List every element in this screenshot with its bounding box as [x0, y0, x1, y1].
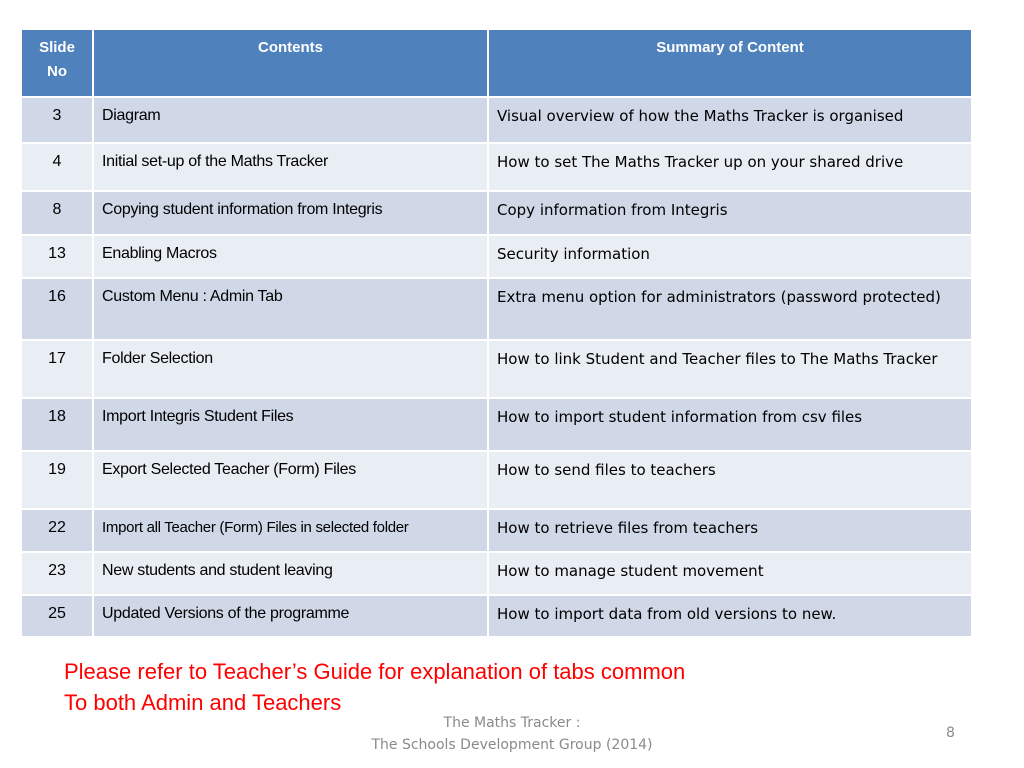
note-line-2: To both Admin and Teachers [64, 690, 342, 715]
table-row [21, 278, 972, 340]
table-row [21, 143, 972, 191]
summary-cell: How to link Student and Teacher files to The Maths Tracker [488, 340, 972, 398]
table-row [21, 451, 972, 509]
footer-line-2: The Schools Development Group (2014) [371, 737, 653, 753]
table-row [21, 235, 972, 278]
summary-cell: How to retrieve files from teachers [488, 509, 972, 552]
slide-number-cell: 3 [21, 97, 93, 143]
summary-cell: How to send files to teachers [488, 451, 972, 509]
table-row [21, 509, 972, 552]
summary-cell: How to manage student movement [488, 552, 972, 595]
note-line-1: Please refer to Teacher’s Guide for explanation of tabs common [64, 659, 686, 684]
contents-cell: Initial set-up of the Maths Tracker [93, 143, 488, 191]
contents-cell: Import all Teacher (Form) Files in selected folder [93, 509, 488, 552]
summary-cell: Extra menu option for administrators (password protected) [488, 278, 972, 340]
slide-number-cell: 16 [21, 278, 93, 340]
header-summary: Summary of Content [488, 29, 972, 97]
contents-cell: Folder Selection [93, 340, 488, 398]
slide-number-cell: 18 [21, 398, 93, 451]
table-row [21, 97, 972, 143]
slide-number-cell: 25 [21, 595, 93, 637]
contents-cell: Diagram [93, 97, 488, 143]
summary-cell: Copy information from Integris [488, 191, 972, 235]
contents-cell: Custom Menu : Admin Tab [93, 278, 488, 340]
footer [312, 712, 712, 756]
table-header-row [21, 29, 972, 97]
slide-number-cell: 22 [21, 509, 93, 552]
table-row [21, 552, 972, 595]
contents-table [20, 28, 973, 638]
summary-cell: Visual overview of how the Maths Tracker is organised [488, 97, 972, 143]
summary-cell: Security information [488, 235, 972, 278]
summary-cell: How to set The Maths Tracker up on your shared drive [488, 143, 972, 191]
footer-line-1: The Maths Tracker : [443, 715, 581, 731]
slide-number-cell: 17 [21, 340, 93, 398]
contents-cell: Copying student information from Integris [93, 191, 488, 235]
contents-cell: Updated Versions of the programme [93, 595, 488, 637]
slide-number-cell: 13 [21, 235, 93, 278]
slide-number-cell: 23 [21, 552, 93, 595]
teacher-guide-note [64, 656, 685, 718]
table-row [21, 398, 972, 451]
slide-number-cell: 8 [21, 191, 93, 235]
header-slide-no: Slide No [21, 29, 93, 97]
summary-cell: How to import student information from csv files [488, 398, 972, 451]
table-row [21, 191, 972, 235]
header-contents: Contents [93, 29, 488, 97]
table-row [21, 595, 972, 637]
summary-cell: How to import data from old versions to new. [488, 595, 972, 637]
contents-cell: Export Selected Teacher (Form) Files [93, 451, 488, 509]
page-number: 8 [946, 725, 955, 741]
contents-cell: Enabling Macros [93, 235, 488, 278]
contents-cell: New students and student leaving [93, 552, 488, 595]
slide-number-cell: 19 [21, 451, 93, 509]
slide-number-cell: 4 [21, 143, 93, 191]
table-row [21, 340, 972, 398]
contents-cell: Import Integris Student Files [93, 398, 488, 451]
